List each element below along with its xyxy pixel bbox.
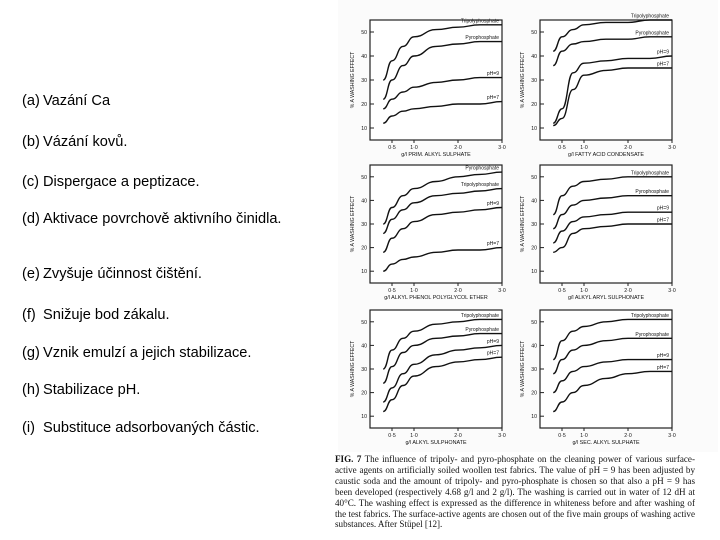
series-label: Tripolyphosphate xyxy=(630,170,669,177)
series-label: pH=7 xyxy=(486,241,499,248)
y-tick-label: 40 xyxy=(531,198,537,205)
list-item xyxy=(22,92,322,110)
y-tick-label: 50 xyxy=(361,174,367,181)
series-label: pH=7 xyxy=(656,217,669,224)
figure-caption xyxy=(335,454,695,530)
list-item-label: (c) xyxy=(22,174,40,190)
y-tick-label: 10 xyxy=(361,414,367,421)
list-item xyxy=(22,210,322,228)
y-tick-label: 30 xyxy=(361,78,367,84)
series-label: pH=9 xyxy=(656,205,669,212)
series-label: pH=9 xyxy=(486,71,499,78)
list-item xyxy=(22,381,322,399)
figure-number: FIG. 7 xyxy=(335,454,362,464)
series-label: Tripolyphosphate xyxy=(630,312,669,319)
list-item-text: Vázání kovů. xyxy=(43,134,128,150)
series-label: Pyrophosphate xyxy=(635,30,669,37)
y-tick-label: 50 xyxy=(361,319,367,326)
chart-panel xyxy=(350,165,506,301)
y-tick-label: 10 xyxy=(361,126,367,132)
list-item-text: Zvyšuje účinnost čištění. xyxy=(43,266,202,282)
y-tick-label: 40 xyxy=(361,198,367,205)
list-item xyxy=(22,265,322,283)
list-item-label: (f) xyxy=(22,307,36,323)
x-tick-label: 0·5 xyxy=(388,433,396,439)
x-tick-label: 0·5 xyxy=(558,145,566,151)
y-tick-label: 30 xyxy=(361,367,367,373)
series-label: pH=7 xyxy=(656,364,669,371)
x-tick-label: 1·0 xyxy=(410,288,418,294)
y-tick-label: 40 xyxy=(361,343,367,350)
caption-text: The influence of tripoly- and pyro-phosphate on the cleaning power of various surface-active agents on artificially soiled woollen test fabrics. The value of pH = 9 has been adjusted by caustic soda and the amount of tripoly- and pyro-phosphate is chosen so that also a pH = 9 has been developed (respectively 4.68 g/l and 2 g/l). The washing is carried out in water of 12 dH at 40°C. The washing effect is expressed as the difference in whiteness before and after washing of the test fabrics. The surface-active agents are chosen out of the five main groups of washing active substances. After Stüpel [12]. xyxy=(335,454,695,530)
y-tick-label: 30 xyxy=(531,222,537,228)
x-axis-label: g/l FATTY ACID CONDENSATE xyxy=(567,152,645,158)
x-tick-label: 3·0 xyxy=(498,288,506,294)
plot-frame xyxy=(540,310,672,428)
y-tick-label: 20 xyxy=(361,245,367,252)
chart-panel xyxy=(520,165,676,301)
series-label: pH=9 xyxy=(656,353,669,360)
chart-panel xyxy=(520,310,676,446)
series-label: Tripolyphosphate xyxy=(630,13,669,20)
x-tick-label: 0·5 xyxy=(388,145,396,151)
list-item-label: (h) xyxy=(22,382,40,398)
list-item-label: (b) xyxy=(22,134,40,150)
x-tick-label: 0·5 xyxy=(558,288,566,294)
list-item-text: Vznik emulzí a jejich stabilizace. xyxy=(43,345,252,361)
list-item-text: Stabilizace pH. xyxy=(43,382,141,398)
x-tick-label: 1·0 xyxy=(410,433,418,439)
y-tick-label: 40 xyxy=(361,54,367,60)
y-tick-label: 50 xyxy=(531,319,537,326)
y-axis-label: % A WASHING EFFECT xyxy=(520,340,526,398)
list-item-label: (i) xyxy=(22,420,35,436)
x-axis-label: g/l ALKYL PHENOL POLYGLYCOL ETHER xyxy=(384,295,488,301)
x-tick-label: 0·5 xyxy=(388,288,396,294)
x-tick-label: 3·0 xyxy=(668,288,676,294)
x-tick-label: 3·0 xyxy=(498,433,506,439)
y-tick-label: 10 xyxy=(531,269,537,276)
series-label: Pyrophosphate xyxy=(635,189,669,196)
y-tick-label: 50 xyxy=(531,30,537,36)
y-tick-label: 20 xyxy=(531,102,537,108)
list-item-text: Aktivace povrchově aktivního činidla. xyxy=(43,211,282,227)
series-label: pH=7 xyxy=(486,350,499,357)
x-tick-label: 1·0 xyxy=(410,145,418,151)
series-label: pH=9 xyxy=(486,338,499,345)
y-tick-label: 20 xyxy=(361,102,367,108)
series-label: pH=9 xyxy=(656,49,669,56)
y-axis-label: % A WASHING EFFECT xyxy=(350,195,356,253)
x-tick-label: 3·0 xyxy=(668,145,676,151)
list-item-label: (g) xyxy=(22,345,40,361)
y-tick-label: 20 xyxy=(361,390,367,397)
y-axis-label: % A WASHING EFFECT xyxy=(350,340,356,398)
y-tick-label: 20 xyxy=(531,245,537,252)
x-tick-label: 2·0 xyxy=(454,433,462,439)
x-axis-label: g/l ALKYL ARYL SULPHONATE xyxy=(567,295,645,301)
list-item xyxy=(22,133,322,151)
series-label: Tripolyphosphate xyxy=(460,18,499,25)
series-label: Pyrophosphate xyxy=(465,327,499,334)
x-tick-label: 3·0 xyxy=(498,145,506,151)
list-item xyxy=(22,173,322,191)
x-tick-label: 2·0 xyxy=(624,145,632,151)
y-tick-label: 40 xyxy=(531,343,537,350)
series-label: Pyrophosphate xyxy=(635,331,669,338)
y-tick-label: 30 xyxy=(361,222,367,228)
y-tick-label: 50 xyxy=(531,174,537,181)
list-item xyxy=(22,306,322,324)
list-item-label: (a) xyxy=(22,93,40,109)
list-item xyxy=(22,419,322,437)
chart-panel xyxy=(350,310,506,446)
y-tick-label: 40 xyxy=(531,54,537,60)
y-axis-label: % A WASHING EFFECT xyxy=(520,51,526,109)
x-tick-label: 2·0 xyxy=(624,433,632,439)
list-item-text: Substituce adsorbovaných částic. xyxy=(43,420,260,436)
series-label: Pyrophosphate xyxy=(465,165,499,172)
x-tick-label: 0·5 xyxy=(558,433,566,439)
x-axis-label: g/l PRIM. ALKYL SULPHATE xyxy=(401,152,471,158)
list-item-label: (d) xyxy=(22,211,40,227)
x-tick-label: 3·0 xyxy=(668,433,676,439)
x-tick-label: 2·0 xyxy=(454,145,462,151)
series-label: pH=7 xyxy=(486,95,499,102)
y-tick-label: 10 xyxy=(531,126,537,132)
y-axis-label: % A WASHING EFFECT xyxy=(350,51,356,109)
x-tick-label: 1·0 xyxy=(580,433,588,439)
y-tick-label: 50 xyxy=(361,30,367,36)
y-tick-label: 10 xyxy=(531,414,537,421)
x-axis-label: g/l ALKYL SULPHONATE xyxy=(405,440,467,446)
x-tick-label: 2·0 xyxy=(624,288,632,294)
y-axis-label: % A WASHING EFFECT xyxy=(520,195,526,253)
list-item-label: (e) xyxy=(22,266,40,282)
series-label: pH=9 xyxy=(486,200,499,207)
list-item-text: Dispergace a peptizace. xyxy=(43,174,200,190)
y-tick-label: 30 xyxy=(531,78,537,84)
series-label: Tripolyphosphate xyxy=(460,312,499,319)
series-label: pH=7 xyxy=(656,61,669,68)
chart-panel xyxy=(520,14,676,159)
series-label: Pyrophosphate xyxy=(465,35,499,42)
y-tick-label: 20 xyxy=(531,390,537,397)
y-tick-label: 30 xyxy=(531,367,537,373)
series-label: Tripolyphosphate xyxy=(460,182,499,189)
chart-panel xyxy=(350,18,506,158)
list-item-text: Vazání Ca xyxy=(43,93,111,109)
x-tick-label: 1·0 xyxy=(580,145,588,151)
x-tick-label: 2·0 xyxy=(454,288,462,294)
x-axis-label: g/l SEC. ALKYL SULPHATE xyxy=(572,440,640,446)
x-tick-label: 1·0 xyxy=(580,288,588,294)
list-item xyxy=(22,344,322,362)
y-tick-label: 10 xyxy=(361,269,367,276)
list-item-text: Snižuje bod zákalu. xyxy=(43,307,170,323)
